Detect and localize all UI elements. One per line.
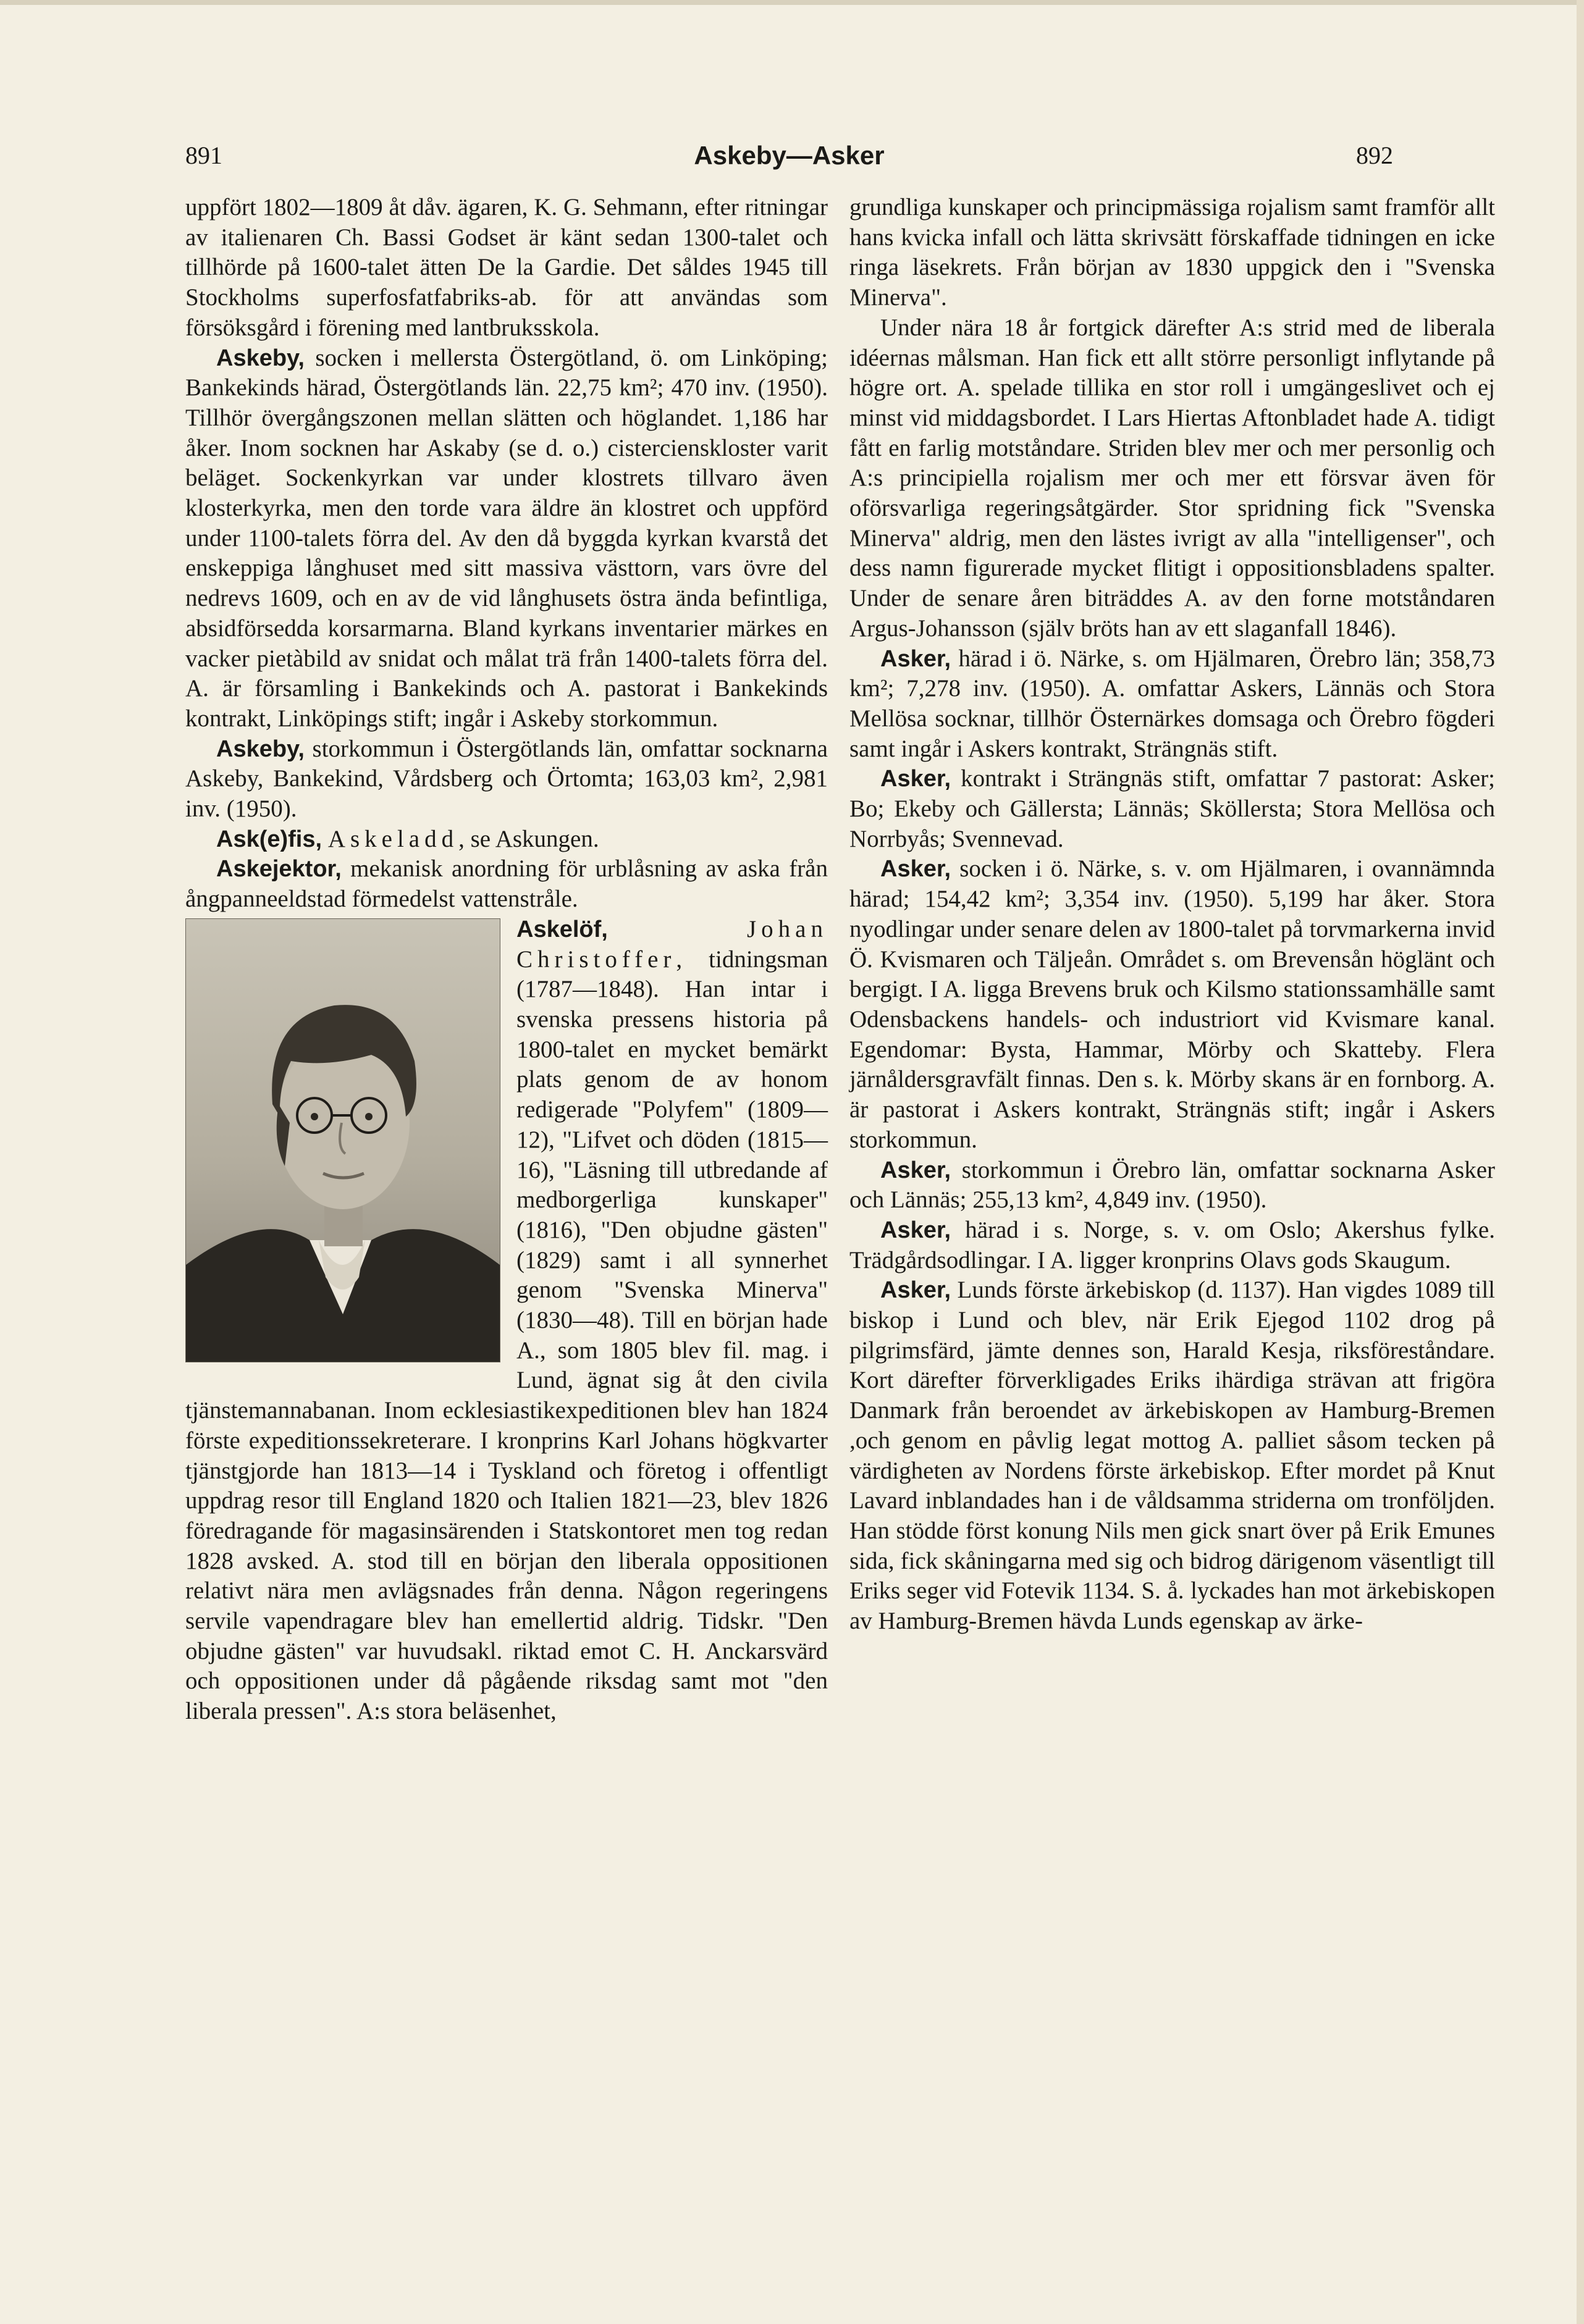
entry-text: socken i mellersta Östergötland, ö. om Linköping; Bankekinds härad, Östergötlands län. 22,75 km²; 470 inv. (1950). Tillhör övergångszonen mellan slätten och höglandet. 1,186 har åker. Inom socknen har Askaby (se d. o.) cistercienskloster varit beläget. Sockenkyrkan var under klostrets tillvaro även klosterkyrka, men den torde vara äldre än klostret och uppförd under 1100-talets förra del. Av den då byggda kyrkan kvarstå det enskeppiga långhuset med sitt massiva västtorn, vars övre del nedrevs 1609, och en av de vid långhusets östra ända befintliga, absidförsedda korsarmarna. Bland kyrkans inventarier märkes en vacker pietàbild av snidat och målat trä från 1400-talets förra del. A. är församling i Bankekinds och A. pastorat i Bankekinds kontrakt, Linköpings stift; ingår i Askeby storkommun. [185, 344, 828, 732]
entry-text: , tidningsman (1787—1848). Han intar i svenska pressens historia på 1800-talet en mycket bemärkt plats genom de av honom redigerade "Polyfem" (1809—12), "Lifvet och döden (1815—16), "Läsning till utbredande af medborgerliga kunskaper" (1816), "Den objudne gästen" (1829) samt i all synnerhet genom "Svenska Minerva" (1830—48). Till en början hade A., som 1805 blev fil. mag. i Lund, ägnat sig åt den civila tjänstemannabanan. Inom ecklesiastikexpeditionen blev han 1824 förste expeditionssekreterare. I kronprins Karl Johans högkvarter tjänstgjorde han 1813—14 i Tyskland och företog i offentligt uppdrag resor till England 1820 och Italien 1821—23, blev 1826 föredragande för magasinsärenden i Statskontoret men tog redan 1828 avsked. A. stod till en början den liberala oppositionen relativt nära men avlägsnades från denna. Någon regeringens servile vapendragare blev han emellertid aldrig. Tidskr. "Den objudne gästen" var huvudsakl. riktad emot C. H. Anckarsvärd och oppositionen under då pågående riksdag samt mot "den liberala pressen". A:s stora beläsenhet, [185, 946, 828, 1725]
headword: Askeby, [216, 736, 305, 762]
left-column [185, 193, 828, 1727]
headword: Askeby, [216, 345, 305, 371]
entry-text: Lunds förste ärkebiskop (d. 1137). Han vigdes 1089 till biskop i Lund och blev, när Erik Ejegod 1102 drog på pilgrimsfärd, jämte dennes son, Harald Kesja, riksföreståndare. Kort därefter förverkligades Eriks ihärdiga strävan att frigöra Danmark från beroendet av ärkebiskopen av Hamburg-Bremen ,och genom en påvlig legat mottog A. palliet såsom tecken på värdigheten av Nordens förste ärkebiskop. Efter mordet på Knut Lavard inblandades han i de våldsamma striderna om tronföljden. Han stödde först konung Nils men gick snart över på Erik Emunes sida, fick skåningarna med sig och bidrog därigenom väsentligt till Eriks seger vid Fotevik 1134. S. å. lyckades han mot ärkebiskopen av Hamburg-Bremen hävda Lunds egenskap av ärke- [849, 1277, 1495, 1635]
page-number-right: 892 [1356, 141, 1393, 169]
entry-asker-kontrakt [849, 764, 1495, 854]
entry-text: härad i ö. Närke, s. om Hjälmaren, Örebro län; 358,73 km²; 7,278 inv. (1950). A. omfattar Askers, Lännäs och Stora Mellösa socknar, tillhör Östernärkes domsaga och Örebro fögderi samt ingår i Askers kontrakt, Strängnäs stift. [849, 645, 1495, 762]
page-top-edge [0, 0, 1584, 5]
entry-askeby-storkommun [185, 734, 828, 824]
headword: Askelöf, [516, 916, 608, 942]
headword: Asker, [880, 1157, 951, 1183]
headword: Asker, [880, 1277, 951, 1304]
page-number-left: 891 [185, 141, 222, 169]
entry-continuation: grundliga kunskaper och principmässiga rojalism samt framför allt hans kvicka infall och lätta skrivsätt förskaffade tidningen en icke ringa läsekrets. Från början av 1830 uppgick den i "Svenska Minerva". [849, 194, 1495, 311]
entry-paragraph: Under nära 18 år fortgick därefter A:s strid med de liberala idéernas målsman. Han fick ett allt större personligt inflytande på högre ort. A. spelade tillika en stor roll i umgängeslivet och ej minst vid middagsbordet. I Lars Hiertas Aftonbladet hade A. tidigt fått en farlig motståndare. Striden blev mer och mer personlig och A:s principiella rojalism mer och mer ett försvar även för oförsvarliga regeringsåtgärder. Stor spridning fick "Svenska Minerva" aldrig, men den lästes ivrigt av alla "intelligenser", och dess namn figurerade mycket flitigt i oppositionsbladens spalter. Under de senare åren biträddes A. av den forne motståndaren Argus-Johansson (själv bröts han av ett slaganfall 1846). [849, 314, 1495, 642]
headword: Ask(e)fis, [216, 826, 322, 852]
entry-text: storkommun i Östergötlands län, omfattar socknarna Askeby, Bankekind, Vårdsberg och Örtomta; 163,03 km², 2,981 inv. (1950). [185, 735, 828, 823]
running-head-title: Askeby—Asker [694, 141, 885, 170]
headword: Asker, [880, 1217, 951, 1243]
entry-text: kontrakt i Strängnäs stift, omfattar 7 pastorat: Asker; Bo; Ekeby och Gällersta; Lännäs; Sköllersta; Stora Mellösa och Norrbyås; Svennevad. [849, 765, 1495, 852]
cross-reference: Askeladd [327, 825, 459, 852]
entry-text: , se Askungen. [458, 825, 599, 852]
entry-asker-storkommun [849, 1156, 1495, 1215]
entry-continuation: uppfört 1802—1809 åt dåv. ägaren, K. G. Sehmann, efter ritningar av italienaren Ch. Bassi Godset är känt sedan 1300-talet och tillhörde på 1600-talet ätten De la Gardie. Det såldes 1945 till Stockholms superfosfatfabriks-ab. för att användas som försöksgård i förening med lantbruksskola. [185, 194, 828, 341]
entry-asker-arkebiskop [849, 1275, 1495, 1636]
page-header [185, 141, 1393, 175]
headword: Askejektor, [216, 856, 342, 883]
headword: Asker, [880, 645, 951, 672]
entry-text: storkommun i Örebro län, omfattar socknarna Asker och Lännäs; 255,13 km², 4,849 inv. (1950). [849, 1156, 1495, 1214]
entry-asker-socken [849, 854, 1495, 1155]
headword: Asker, [880, 766, 951, 792]
portrait-drawing [186, 919, 500, 1362]
headword: Asker, [880, 856, 951, 883]
entry-asker-harad [849, 644, 1495, 765]
entry-asker-norge [849, 1215, 1495, 1275]
right-column [849, 193, 1495, 1637]
entry-text: härad i s. Norge, s. v. om Oslo; Akershus fylke. Trädgårdsodlingar. I A. ligger kronprins Olavs gods Skaugum. [849, 1216, 1495, 1273]
portrait-image [185, 918, 500, 1362]
person-name: Johan Christoffer [516, 915, 828, 973]
entry-text: mekanisk anordning för urblåsning av aska från ångpanneeldstad förmedelst vattenstråle. [185, 855, 828, 913]
entry-askejektor [185, 854, 828, 914]
page-right-edge [1577, 0, 1584, 2324]
entry-askefis [185, 824, 828, 855]
entry-askeby-socken [185, 343, 828, 734]
entry-text: socken i ö. Närke, s. v. om Hjälmaren, i ovannämnda härad; 154,42 km²; 3,354 inv. (1950). 5,199 har åker. Stora nyodlingar under senare delen av 1800-talet på torvmarkerna invid Ö. Kvismaren och Täljeån. Området s. om Brevensån höglänt och bergigt. I A. ligga Brevens bruk och Kilsmo stationssamhälle samt Odensbackens handels- och industriort vid Kvismare kanal. Egendomar: Bysta, Hammar, Mörby och Skatteby. Flera järnåldersgravfält finnas. Den s. k. Mörby skans är en fornborg. A. är pastorat i Askers kontrakt, Strängnäs stift; ingår i Askers storkommun. [849, 855, 1495, 1153]
